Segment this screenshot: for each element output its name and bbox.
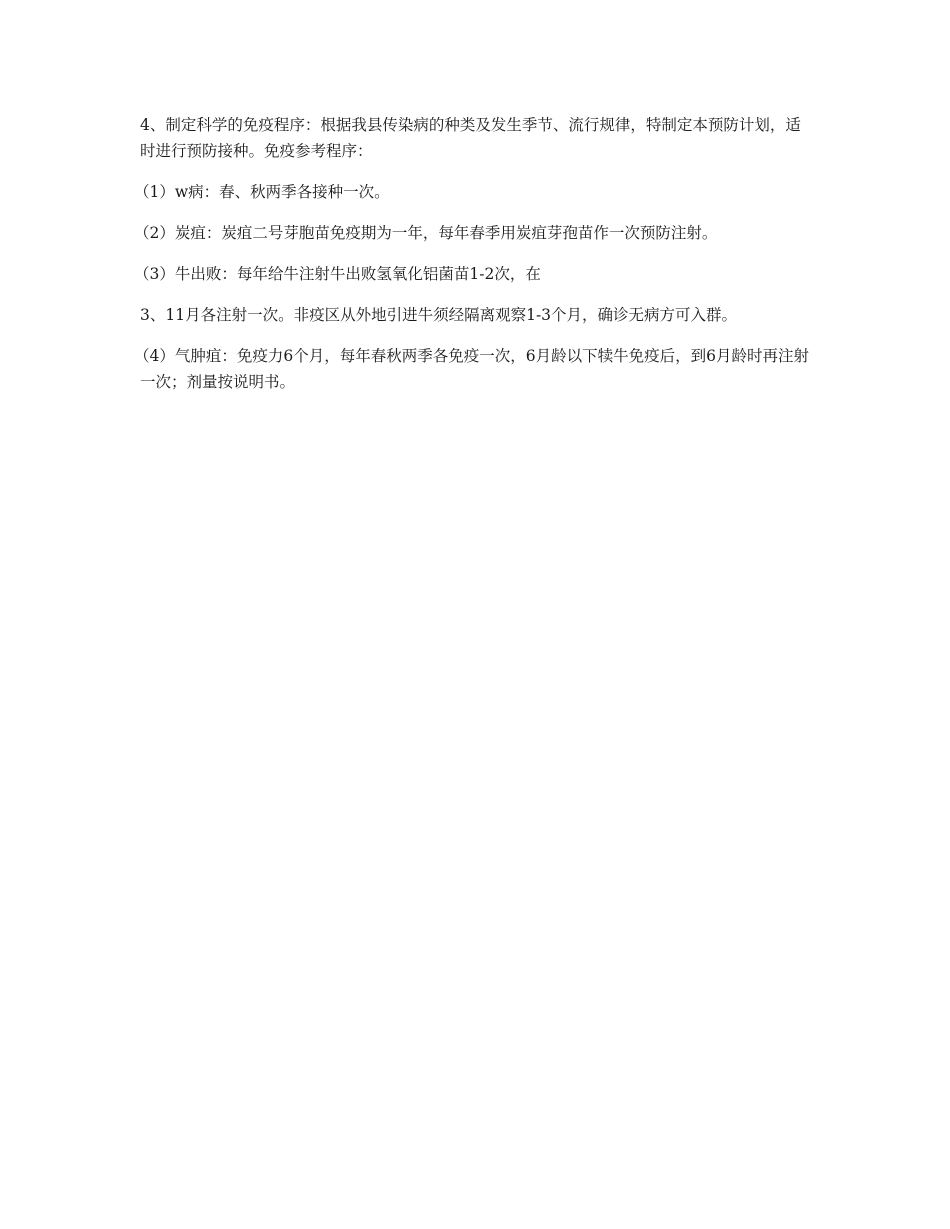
paragraph-item-blackleg: （4）气肿疽：免疫力6个月，每年春秋两季各免疫一次，6月龄以下犊牛免疫后，到6月龄时再注射一次；剂量按说明书。 xyxy=(134,347,809,391)
paragraph-injection-schedule: 3、11月各注射一次。非疫区从外地引进牛须经隔离观察1-3个月，确诊无病方可入群。 xyxy=(140,306,738,324)
paragraph-item-hemorrhagic-septicemia: （3）牛出败：每年给牛注射牛出败氢氧化铝菌苗1-2次，在 xyxy=(134,265,541,283)
paragraph-immunization-procedure: 4、制定科学的免疫程序：根据我县传染病的种类及发生季节、流行规律，特制定本预防计划，适时进行预防接种。免疫参考程序： xyxy=(140,116,801,160)
paragraph-item-anthrax: （2）炭疽：炭疽二号芽胞苗免疫期为一年，每年春季用炭疽芽孢苗作一次预防注射。 xyxy=(134,224,718,242)
paragraph-item-w-disease: （1）w病：春、秋两季各接种一次。 xyxy=(134,183,390,201)
document-body xyxy=(134,112,812,410)
